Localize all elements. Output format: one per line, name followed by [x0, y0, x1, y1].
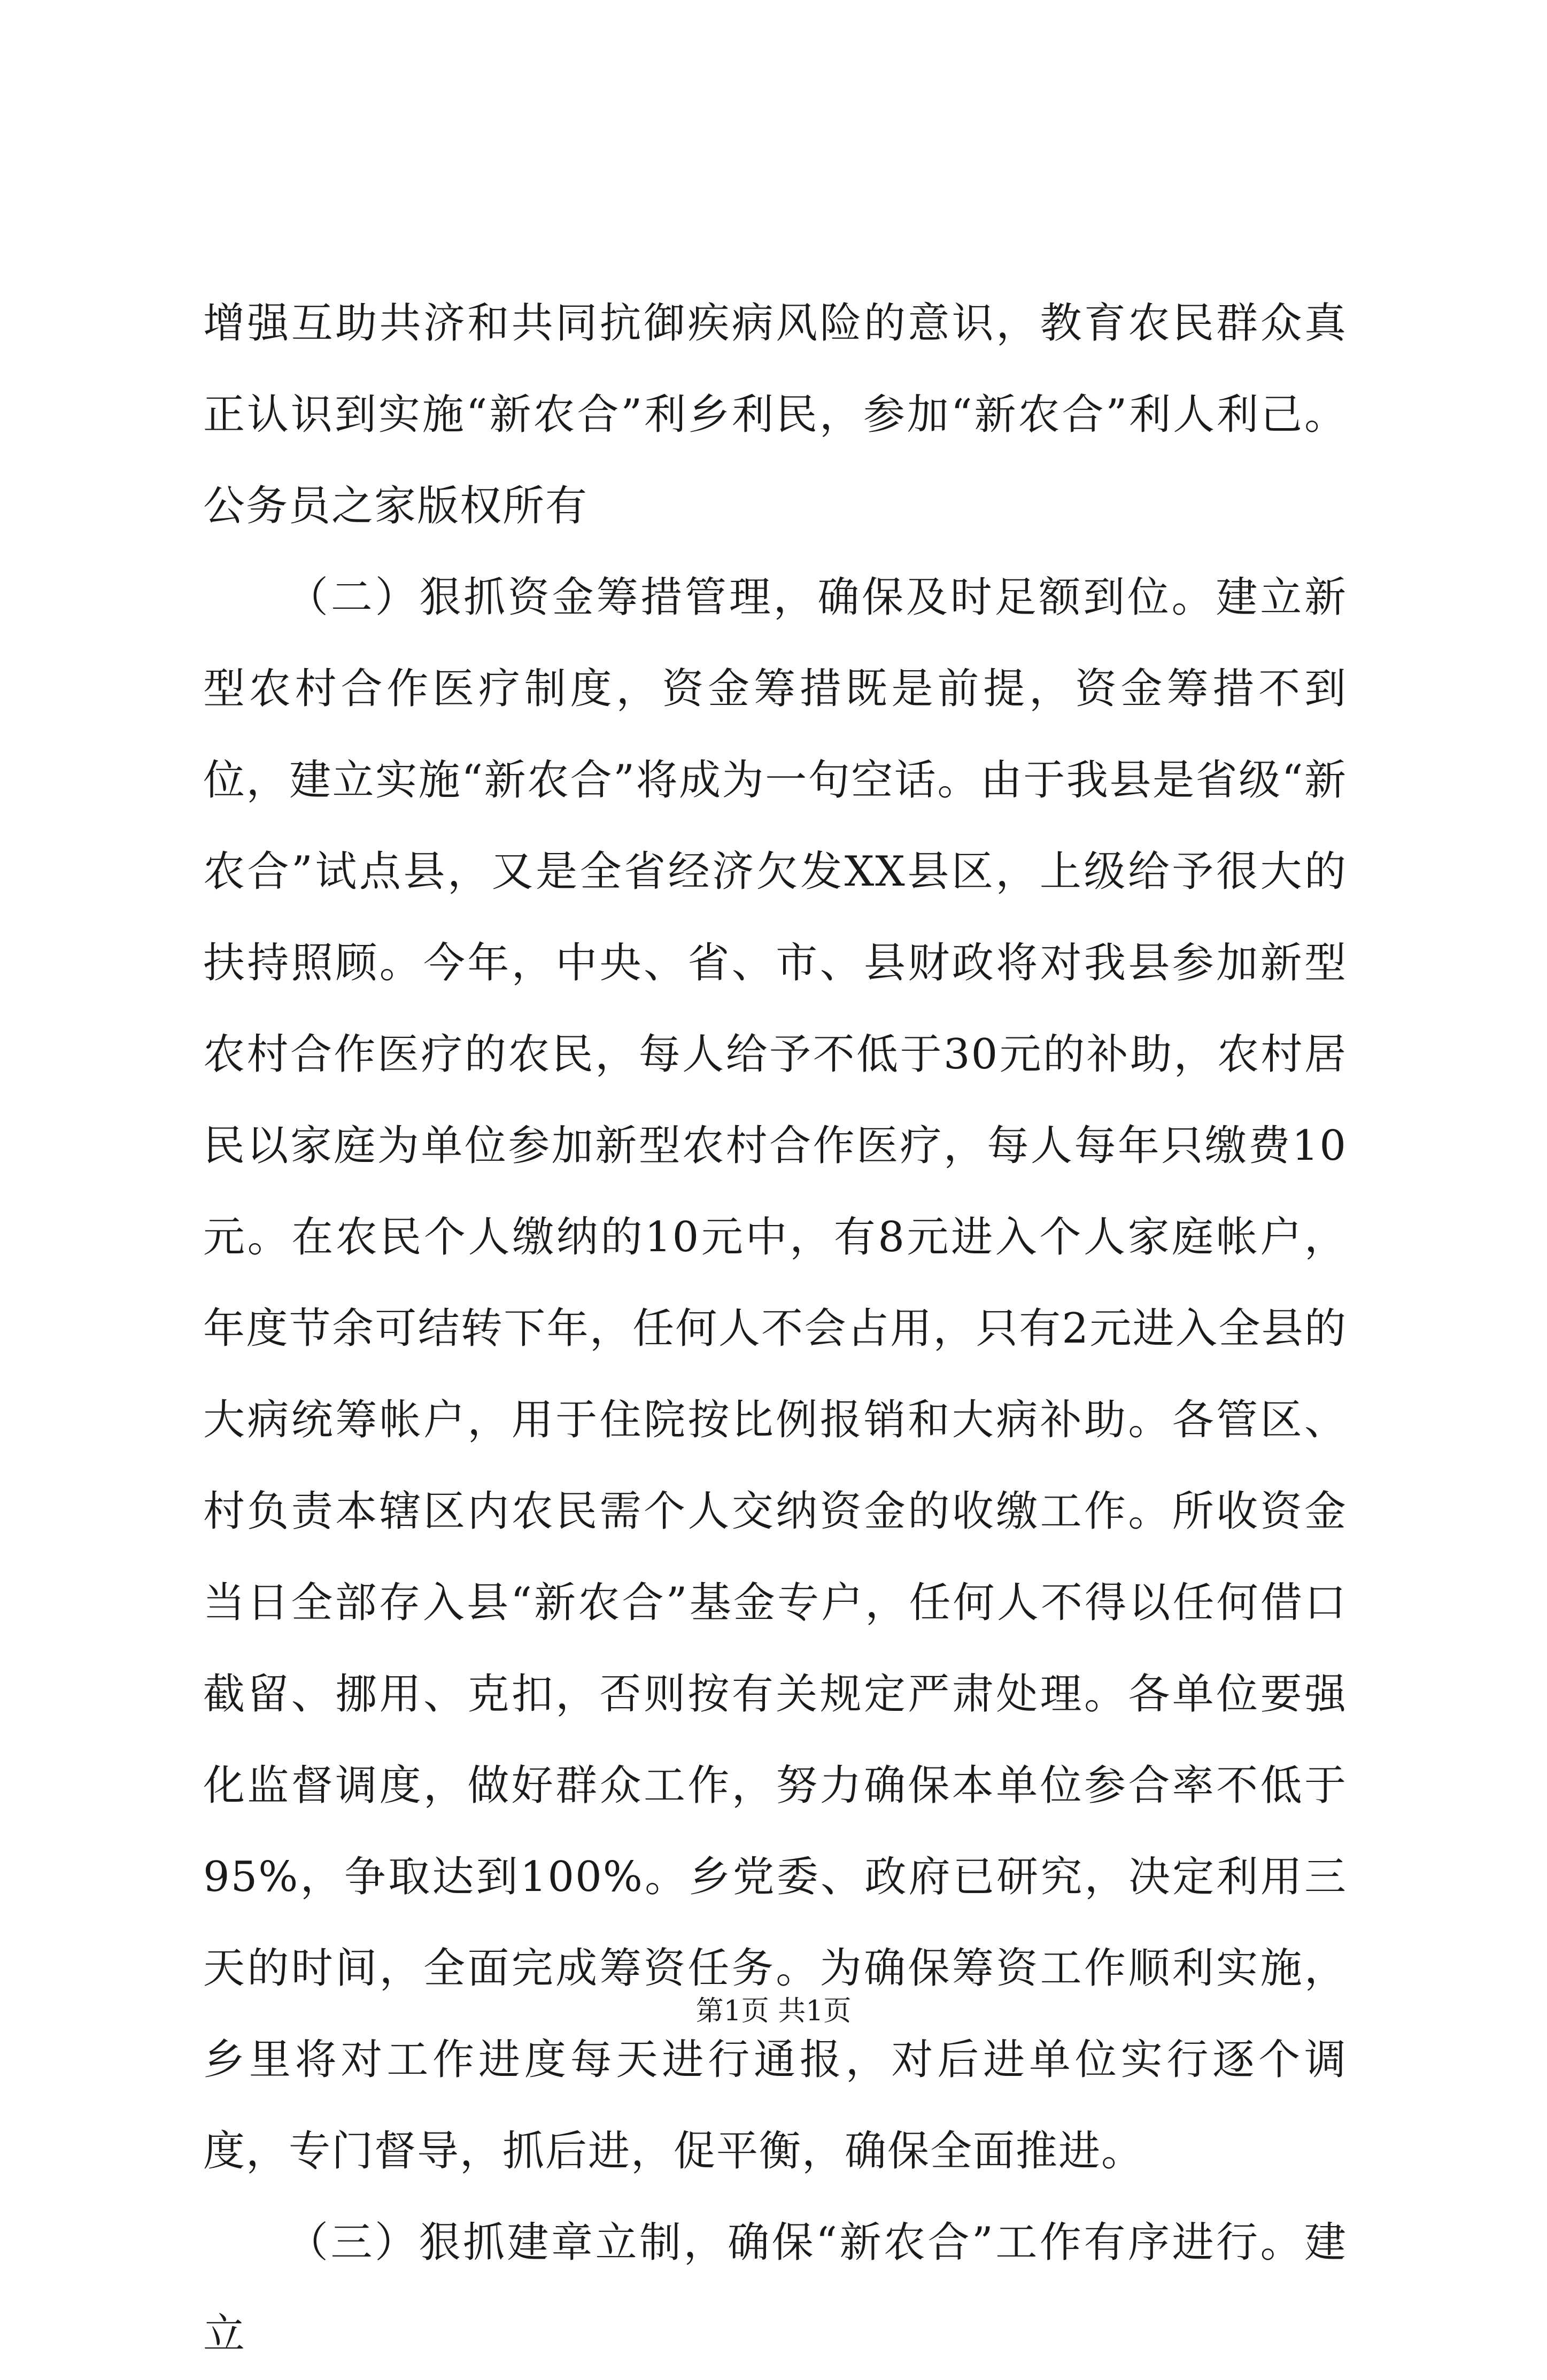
document-body — [203, 278, 1347, 2380]
paragraph-1: 增强互助共济和共同抗御疾病风险的意识，教育农民群众真正认识到实施“新农合”利乡利民，参加“新农合”利人利己。公务员之家版权所有 — [203, 299, 1347, 530]
paragraph-2: （二）狠抓资金筹措管理，确保及时足额到位。建立新型农村合作医疗制度，资金筹措既是前提，资金筹措不到位，建立实施“新农合”将成为一句空话。由于我县是省级“新农合”试点县，又是全省经济欠发XX县区，上级给予很大的扶持照顾。今年，中央、省、市、县财政将对我县参加新型农村合作医疗的农民，每人给予不低于30元的补助，农村居民以家庭为单位参加新型农村合作医疗，每人每年只缴费10元。在农民个人缴纳的10元中，有8元进入个人家庭帐户，年度节余可结转下年，任何人不会占用，只有2元进入全县的大病统筹帐户，用于住院按比例报销和大病补助。各管区、村负责本辖区内农民需个人交纳资金的收缴工作。所收资金当日全部存入县“新农合”基金专户，任何人不得以任何借口截留、挪用、克扣，否则按有关规定严肃处理。各单位要强化监督调度，做好群众工作，努力确保本单位参合率不低于95%，争取达到100%。乡党委、政府已研究，决定利用三天的时间，全面完成筹资任务。为确保筹资工作顺利实施，乡里将对工作进度每天进行通报，对后进单位实行逐个调度，专门督导，抓后进，促平衡，确保全面推进。 — [203, 573, 1347, 2175]
page-footer — [0, 1988, 1547, 2028]
paragraph-3: （三）狠抓建章立制，确保“新农合”工作有序进行。建立 — [203, 2219, 1347, 2358]
page-number-label: 第1页 共1页 — [695, 1995, 852, 2027]
